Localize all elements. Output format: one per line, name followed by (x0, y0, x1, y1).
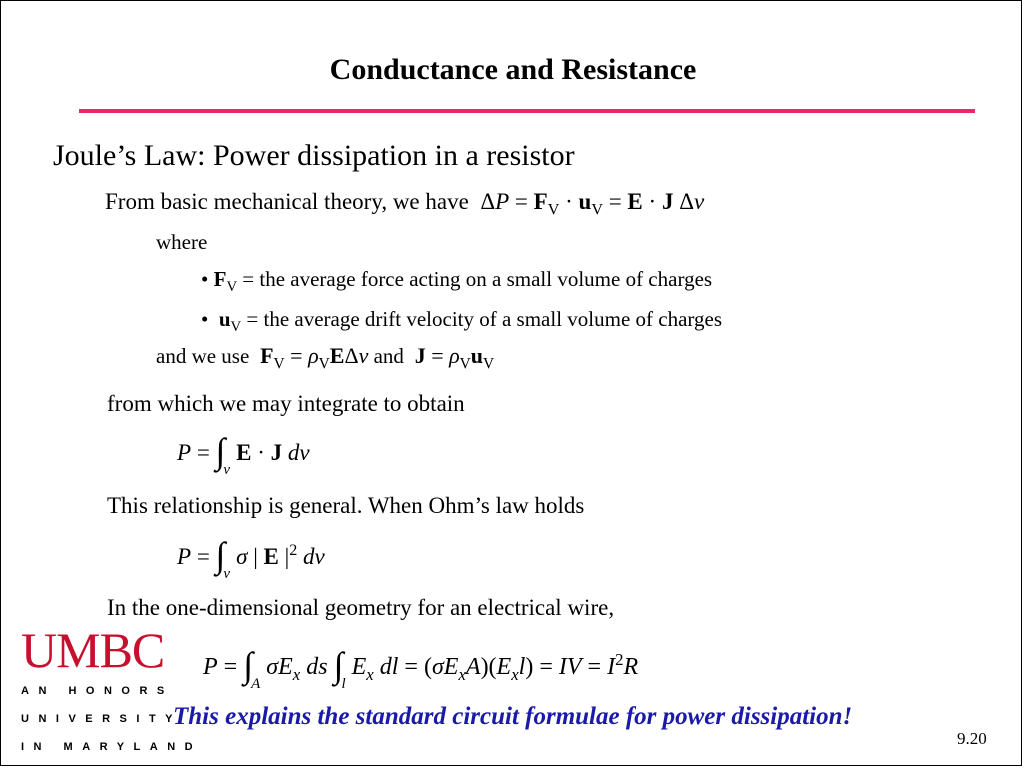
general-text: This relationship is general. When Ohm’s law holds (107, 493, 585, 518)
bullet-velocity (201, 307, 722, 336)
bullet-velocity-text: = the average drift velocity of a small volume of charges (246, 307, 723, 331)
bullet-dot: • (201, 267, 209, 291)
power-increment-equation: $\Delta P = F_V \cdot u_V = E \cdot J$ Δv (474, 189, 705, 219)
force-density-equation: $F_V = \rho_VE\Delta v$ (260, 343, 369, 373)
current-density-equation: $J = \rho_Vu_V$ (414, 343, 495, 373)
and-we-use-text: and we use (156, 344, 250, 368)
power-integral-equation: $P = \int_vE \cdot J$ dv (177, 431, 310, 478)
wire-text: In the one-dimensional geometry for an electrical wire, (107, 595, 615, 620)
force-symbol: $F_V$ (213, 267, 238, 296)
umbc-wordmark: UMBC (21, 622, 165, 678)
logo-line-honors: AN HONORS (21, 685, 174, 697)
wire-power-equation: $P = \int_A\sigma E_x$ ds $\int_lE_x$ dl = $(\sigma E_xA)(E_xl)$ = IV = $I^2R$ (203, 645, 639, 692)
bullet-dot: • (201, 307, 209, 331)
ohm-power-equation: $P = \int_v\sigma$ | E $|^2$ dv (177, 535, 325, 582)
logo-line-maryland: IN MARYLAND (21, 741, 203, 753)
and-we-use-line (156, 343, 494, 373)
page-number: 9.20 (957, 729, 987, 748)
section-heading: Joule’s Law: Power dissipation in a resistor (53, 139, 575, 172)
bullet-force (201, 267, 712, 296)
and-word: and (373, 344, 404, 368)
logo-line-university: UNIVERSITY (21, 713, 183, 725)
title-divider (79, 109, 975, 113)
footer-note: This explains the standard circuit formulae for power dissipation! (173, 703, 853, 730)
integrate-text: from which we may integrate to obtain (107, 391, 465, 416)
velocity-symbol: $u_V$ (218, 307, 242, 336)
where-label: where (156, 230, 208, 254)
slide-title: Conductance and Resistance (329, 53, 697, 86)
bullet-force-text: = the average force acting on a small volume of charges (242, 267, 713, 291)
umbc-logo (21, 622, 203, 754)
intro-line (105, 189, 704, 220)
intro-text: From basic mechanical theory, we have (105, 189, 469, 214)
